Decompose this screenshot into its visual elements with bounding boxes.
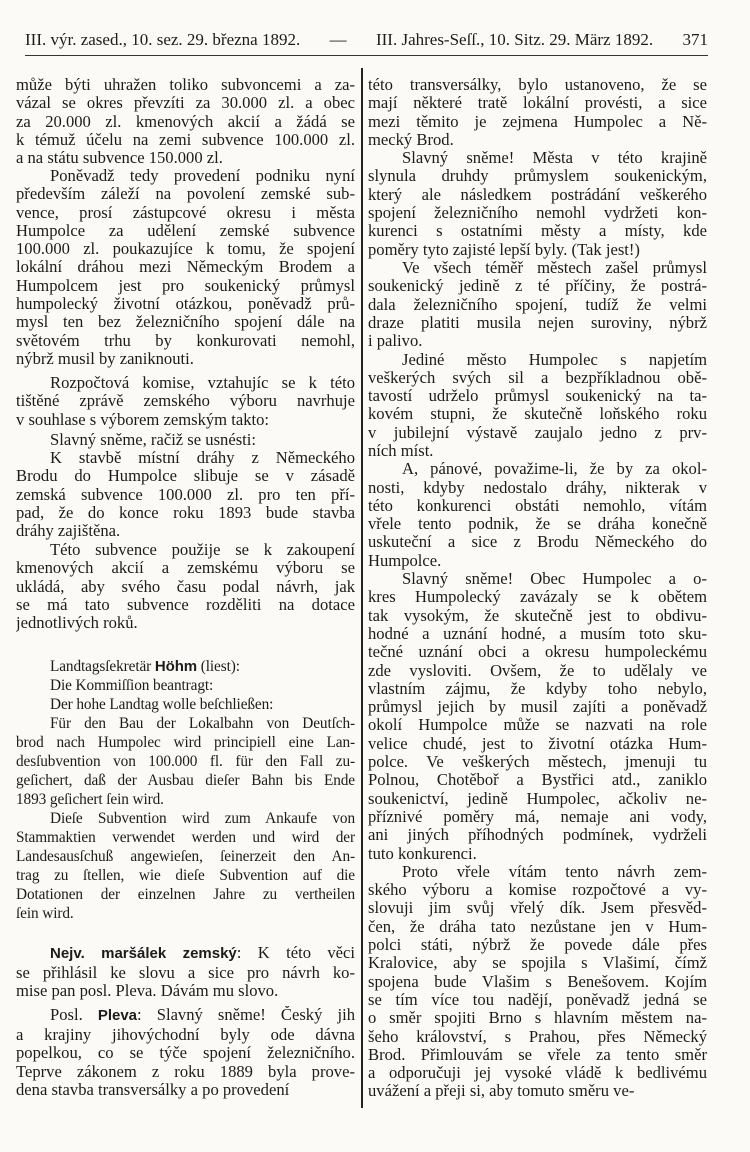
text-line: polci státi, nýbrž že povede dále přes bbox=[368, 936, 707, 955]
text-line: A, pánové, považime-li, že by za okol- bbox=[402, 460, 707, 479]
text-line: polce. Ve veškerých městech, jmenuji tu bbox=[368, 753, 707, 772]
paragraph bbox=[16, 695, 355, 714]
paragraph bbox=[16, 1006, 355, 1100]
text-line: ſein wird. bbox=[16, 905, 74, 922]
text-line: Rozpočtová komise, vztahujíc se k této bbox=[50, 374, 355, 392]
text-line: ních míst. bbox=[368, 441, 434, 460]
text-line: trag zu ſtellen, wie dieſe Subvention auf die bbox=[16, 867, 355, 884]
paragraph bbox=[368, 76, 707, 149]
text-line: okolí Humpolce může se nazvati na role bbox=[368, 716, 707, 735]
text-line: Teprve zákonem z roku 1889 byla prove- bbox=[16, 1062, 355, 1081]
paragraph bbox=[16, 167, 355, 368]
text-line: pad, že do konce roku 1893 bude stavba bbox=[16, 503, 355, 522]
text-line: Dieſe Subvention wird zum Ankaufe von bbox=[50, 810, 355, 827]
text-line: humpolecký životní otázkou, poněvadž prů- bbox=[16, 295, 355, 314]
page-number: 371 bbox=[682, 30, 708, 49]
text-line: o směr spojiti Brno s hlavním městem na- bbox=[368, 1009, 707, 1028]
text-line: poměry tyto zajisté lepší byly. (Tak jest!) bbox=[368, 240, 640, 259]
text-line: K stavbě místní dráhy z Německého bbox=[50, 449, 355, 467]
text-line: v jubilejní výstavě zaujalo jedno z prv- bbox=[368, 423, 707, 442]
text-line: především záleží na povolení zemské sub- bbox=[16, 185, 355, 204]
line-text: : K této věci bbox=[236, 944, 355, 962]
text-line: Proto vřele vítám tento návrh zem- bbox=[402, 862, 707, 881]
text-line: zemská subvence 100.000 zl. pro ten pří- bbox=[16, 485, 355, 504]
paragraph bbox=[16, 809, 355, 923]
paragraph bbox=[16, 657, 355, 676]
text-line: za 20.000 zl. kmenových akcií a žádá se bbox=[16, 112, 355, 131]
text-line: této transversálky, bylo ustanoveno, že se bbox=[368, 76, 707, 94]
text-line: Brod. Přimlouvám se vřele za tento směr bbox=[368, 1045, 707, 1064]
text-line: Jediné město Humpolec s napjetím bbox=[402, 350, 707, 369]
text-line: Ve všech téměř městech zašel průmysl bbox=[402, 259, 707, 277]
column-divider bbox=[361, 68, 363, 1108]
text-line: a krajiny jihovýchodní byly ode dávna bbox=[16, 1025, 355, 1044]
text-line: dena stavba transversálky a po provedení bbox=[16, 1081, 290, 1100]
text-line: slovuji jim svůj vřelý dík. Jsem přesvěd- bbox=[368, 899, 707, 918]
text-line: vázal se okres převzíti za 30.000 zl. a obec bbox=[16, 94, 355, 113]
text-line bbox=[16, 944, 355, 964]
text-line: kmenových akcií a zemskému výboru se bbox=[16, 559, 355, 578]
text-line: zde vysloviti. Ovšem, že to udělaly ve bbox=[368, 661, 707, 680]
text-line: čen, že dráha tato nezůstane jen v Hum- bbox=[368, 917, 707, 936]
header-dash: — bbox=[329, 30, 347, 49]
text-line: desſubvention von 100.000 fl. für den Fall zu- bbox=[16, 753, 355, 770]
paragraph bbox=[16, 944, 355, 1001]
text-line: tištěné zprávě zemského výboru navrhuje bbox=[16, 392, 355, 411]
text-line: popelkou, co se týče spojení železničního. bbox=[16, 1044, 355, 1063]
text-line: Dotationen der einzelnen Jahre zu vertheilen bbox=[16, 886, 355, 903]
header-german: III. Jahres-Seſſ., 10. Sitz. 29. März 1892. bbox=[375, 30, 654, 49]
text-line: může býti uhražen toliko subvoncemi a za- bbox=[16, 76, 355, 94]
paragraph bbox=[368, 351, 707, 461]
text-line: Stammaktien verwendet werden und wird der bbox=[16, 829, 355, 846]
text-line: ukládá, aby svého času podal návrh, jak bbox=[16, 577, 355, 596]
paragraph bbox=[368, 863, 707, 1101]
paragraph bbox=[16, 449, 355, 540]
text-line: Für den Bau der Lokalbahn von Deutſch- bbox=[50, 715, 355, 732]
text-line: Slavný sněme! Obec Humpolec a o- bbox=[402, 570, 707, 589]
paragraph bbox=[16, 374, 355, 429]
text-line: Polnou, Chotěboř a Bystřici atd., zaniklo bbox=[368, 771, 707, 790]
text-line: Humpolce. bbox=[368, 551, 442, 570]
text-line: ského výboru a komise rozpočtové a vy- bbox=[368, 881, 707, 900]
text-line: soukenický jedině z té příčiny, že postrá- bbox=[368, 277, 707, 296]
text-line: a odporučuji jej vysoké vládě k bedlivému bbox=[368, 1064, 707, 1083]
text-line: brod nach Humpolec wird principiell eine Lan- bbox=[16, 734, 355, 751]
speaker-name: Höhm bbox=[154, 658, 198, 675]
text-line: tavostí udrželo průmysl soukenický na ta- bbox=[368, 387, 707, 406]
text-line: nosti, kdyby nedostalo dráhy, nikterak v bbox=[368, 478, 707, 497]
text-line: vence, prosí zástupcové okresu i města bbox=[16, 203, 355, 222]
text-line: průmysl jejich by musil zajíti a poněvadž bbox=[368, 698, 707, 717]
text-line: příznivé poměry má, nemaje ani vody, bbox=[368, 807, 707, 826]
paragraph bbox=[368, 460, 707, 570]
text-line: velice chudé, jest to životní otázka Hum- bbox=[368, 734, 707, 753]
line-prefix: Posl. bbox=[50, 1006, 98, 1024]
paragraph bbox=[368, 259, 707, 350]
text-line: Slavný sněme! Města v této krajině bbox=[402, 149, 707, 168]
text-line: a na státu subvence 150.000 zl. bbox=[16, 149, 223, 168]
text-line: nýbrž musil by zaniknouti. bbox=[16, 349, 194, 368]
text-line: soukenictví, jedině Humpolec, ačkoliv ne- bbox=[368, 789, 707, 808]
text-line: vřele tento podnik, že se dráha konečně bbox=[368, 515, 707, 534]
text-line: geſichert, daß der Ausbau dieſer Bahn bis Ende bbox=[16, 772, 355, 789]
text-line: Humpolcem jest pro soukenický průmysl bbox=[16, 276, 355, 295]
text-line: se přihlásil ke slovu a sice pro návrh ko- bbox=[16, 963, 355, 982]
text-line: 100.000 zl. poukazujíce k tomu, že spojení bbox=[16, 240, 355, 259]
text-line: světovém trhu by konkurovati nemohl, bbox=[16, 331, 355, 350]
line-text: (liest): bbox=[197, 658, 240, 675]
text-line: vlastním zájmu, že kdyby toho nebylo, bbox=[368, 679, 707, 698]
text-line: této konkurenci obstáti nemohlo, vítám bbox=[368, 496, 707, 515]
header-czech: III. výr. zased., 10. sez. 29. března 1892. bbox=[25, 30, 301, 49]
paragraph bbox=[16, 714, 355, 809]
speaker-name: Pleva bbox=[97, 1007, 138, 1024]
text-line: Humpolce za udělení zemské subvence bbox=[16, 221, 355, 240]
line-text: : Slavný sněme! Český jih bbox=[137, 1006, 355, 1024]
text-line: Slavný sněme, račiž se usnésti: bbox=[50, 431, 256, 449]
text-line: Der hohe Landtag wolle beſchließen: bbox=[50, 696, 274, 713]
text-line: tuto konkurenci. bbox=[368, 844, 477, 863]
text-line: se tím více tou nadějí, poněvadž jedná se bbox=[368, 990, 707, 1009]
paragraph bbox=[16, 676, 355, 695]
text-line: který ale následkem postrádání veškerého bbox=[368, 185, 707, 204]
text-line: i palivo. bbox=[368, 332, 423, 351]
text-line: slynula druhdy průmyslem soukenickým, bbox=[368, 167, 707, 186]
paragraph bbox=[368, 570, 707, 863]
text-line: Landesausſchuß angewieſen, ſeinerzeit den An- bbox=[16, 848, 355, 865]
paragraph bbox=[16, 76, 355, 167]
text-line: kres Humpolecký zavázaly se k obětem bbox=[368, 588, 707, 607]
text-line: mají některé tratě lokální provésti, a sice bbox=[368, 94, 707, 113]
text-line: Kralovice, aby se spojila s Vlašimí, čímž bbox=[368, 954, 707, 973]
text-line: dráhy zajištěna. bbox=[16, 522, 121, 541]
text-line: uskuteční a sice z Brodu Německého do bbox=[368, 533, 707, 552]
text-line: 1893 geſichert ſein wird. bbox=[16, 791, 164, 808]
text-line: veškerých svých sil a bezpříkladnou obě- bbox=[368, 368, 707, 387]
text-line: kovém stupni, že skutečně loňského roku bbox=[368, 405, 707, 424]
text-line: spojení železničního nemohl vydržeti kon- bbox=[368, 204, 707, 223]
line-prefix: Landtagsſekretär bbox=[50, 658, 155, 675]
text-line: hodné a uznání hodné, a musím toto sku- bbox=[368, 624, 707, 643]
text-line: uvážení a přeji si, aby tomuto směru ve- bbox=[368, 1082, 635, 1101]
text-line: Brodu do Humpolce slibuje se v zásadě bbox=[16, 467, 355, 486]
text-line: šeho království, s Prahou, přes Německý bbox=[368, 1027, 707, 1046]
text-line: tak vysokým, že skutečně jest to obdivu- bbox=[368, 606, 707, 625]
text-line: spojena bude Vlašim s Benešovem. Kojím bbox=[368, 972, 707, 991]
text-line: dala železničního spojení, tudíž že velmi bbox=[368, 295, 707, 314]
text-line: se má tato subvence rozděliti na dotace bbox=[16, 595, 355, 614]
text-line: Die Kommiſſion beantragt: bbox=[50, 677, 214, 694]
text-line: mysl ten bez železničního spojení dále na bbox=[16, 313, 355, 332]
speaker-name: Nejv. maršálek zemský bbox=[50, 945, 237, 962]
text-line: ani jiných příhodných podmínek, vydrželi bbox=[368, 826, 707, 845]
text-line: v souhlase s výborem zemským takto: bbox=[16, 410, 270, 429]
paragraph bbox=[16, 541, 355, 632]
text-line: mezi těmito je zejmena Humpolec a Ně- bbox=[368, 112, 707, 131]
text-line: lokální dráhou mezi Německým Brodem a bbox=[16, 258, 355, 277]
text-line: mecký Brod. bbox=[368, 130, 454, 149]
running-header bbox=[25, 30, 708, 56]
text-line: jednotlivých roků. bbox=[16, 614, 138, 633]
text-line: mise pan posl. Pleva. Dávám mu slovo. bbox=[16, 982, 279, 1000]
text-line: draze platiti musila nejen suroviny, nýbrž bbox=[368, 313, 707, 332]
paragraph bbox=[368, 149, 707, 259]
text-line bbox=[16, 1006, 355, 1026]
text-line: Poněvadž tedy provedení podniku nyní bbox=[50, 167, 355, 185]
text-line: Této subvence použije se k zakoupení bbox=[50, 541, 355, 559]
text-line: k témuž účelu na zemi subvence 100.000 zl. bbox=[16, 130, 355, 149]
text-line: tečné uznání obci a okresu humpoleckému bbox=[368, 643, 707, 662]
paragraph bbox=[16, 431, 355, 449]
text-line: kurenci s ostatními městy a místy, kde bbox=[368, 222, 707, 241]
text-line bbox=[16, 657, 355, 676]
